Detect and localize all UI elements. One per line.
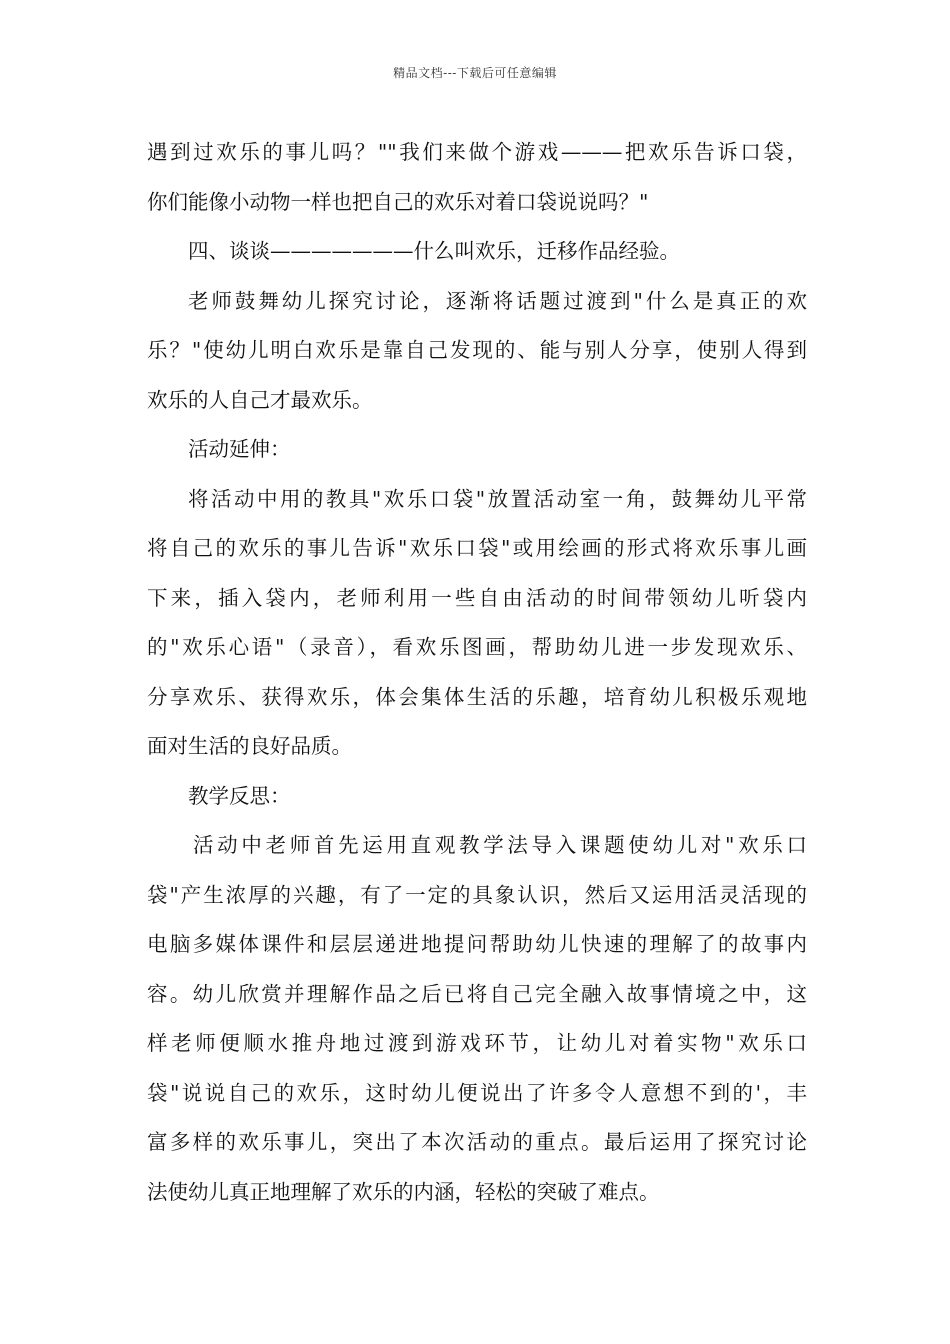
text-line: 富多样的欢乐事儿，突出了本次活动的重点。最后运用了探究讨论 — [147, 1130, 807, 1154]
page-header: 精品文档---下载后可任意编辑 — [393, 66, 557, 80]
text-line: 活动中老师首先运用直观教学法导入课题使幼儿对"欢乐口 — [193, 833, 807, 857]
text-line: 袋"说说自己的欢乐，这时幼儿便说出了许多令人意想不到的'，丰 — [147, 1080, 807, 1105]
text-line: 遇到过欢乐的事儿吗？""我们来做个游戏———把欢乐告诉口袋， — [147, 140, 807, 164]
text-line: 法使幼儿真正地理解了欢乐的内涵，轻松的突破了难点。 — [147, 1179, 660, 1204]
text-line: 容。幼儿欣赏并理解作品之后已将自己完全融入故事情境之中，这 — [147, 981, 807, 1006]
section-heading: 四、谈谈———————什么叫欢乐，迁移作品经验。 — [188, 239, 680, 263]
section-heading: 活动延伸： — [188, 437, 291, 461]
text-line: 老师鼓舞幼儿探究讨论，逐渐将话题过渡到"什么是真正的欢 — [188, 288, 807, 313]
text-line: 分享欢乐、获得欢乐，体会集体生活的乐趣，培育幼儿积极乐观地 — [147, 684, 807, 709]
text-line: 袋"产生浓厚的兴趣，有了一定的具象认识，然后又运用活灵活现的 — [147, 882, 807, 907]
text-line: 欢乐的人自己才最欢乐。 — [147, 387, 373, 412]
text-line: 面对生活的良好品质。 — [147, 734, 352, 758]
text-line: 电脑多媒体课件和层层递进地提问帮助幼儿快速的理解了的故事内 — [147, 932, 807, 956]
text-line: 乐？"使幼儿明白欢乐是靠自己发现的、能与别人分享，使别人得到 — [147, 338, 807, 362]
text-line: 的"欢乐心语"（录音），看欢乐图画，帮助幼儿进一步发现欢乐、 — [147, 635, 807, 659]
text-line: 将自己的欢乐的事儿告诉"欢乐口袋"或用绘画的形式将欢乐事儿画 — [147, 536, 807, 560]
section-heading: 教学反思： — [188, 783, 291, 808]
text-line: 将活动中用的教具"欢乐口袋"放置活动室一角，鼓舞幼儿平常 — [188, 486, 807, 511]
text-line: 样老师便顺水推舟地过渡到游戏环节，让幼儿对着实物"欢乐口 — [147, 1031, 807, 1055]
document-body — [147, 128, 807, 1217]
text-line: 下来，插入袋内，老师利用一些自由活动的时间带领幼儿听袋内 — [147, 585, 807, 610]
text-line: 你们能像小动物一样也把自己的欢乐对着口袋说说吗？" — [147, 189, 649, 214]
